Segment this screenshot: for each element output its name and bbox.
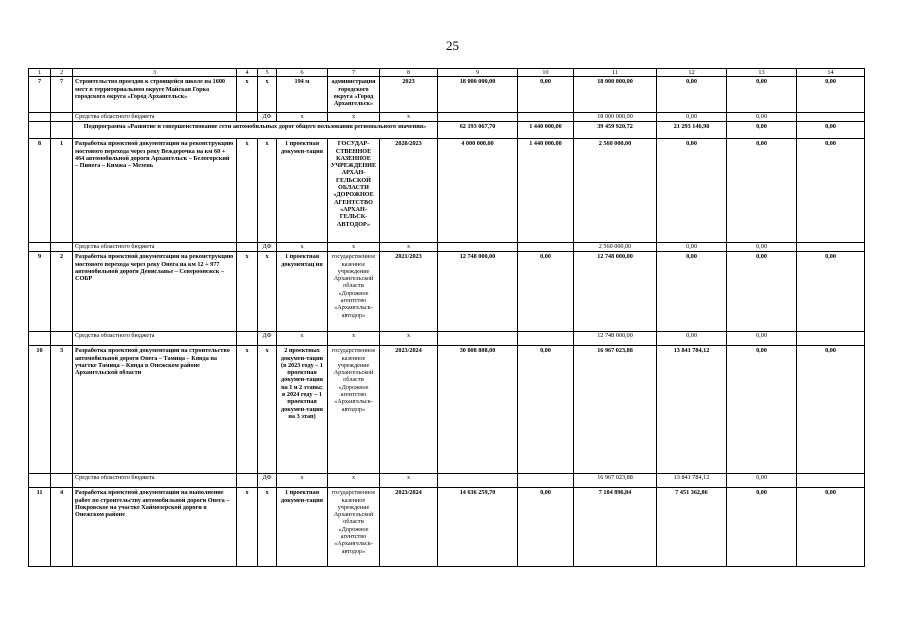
table-row [29,488,865,567]
col-num: 12 [657,69,727,77]
col-num: 4 [237,69,258,77]
cell [51,243,73,252]
table-row [29,332,865,346]
col-num: 5 [258,69,277,77]
cell [29,474,51,488]
table-row [29,77,865,113]
cell: х [380,113,438,122]
cell [51,122,73,139]
row-subnumber: 4 [51,488,73,567]
cell [518,113,574,122]
amount: 0,00 [727,122,797,139]
cell: х [328,332,380,346]
amount: 0,00 [727,113,797,122]
amount: 12 748 000,00 [574,332,657,346]
amount: 1 440 000,00 [518,122,574,139]
col-num: 9 [438,69,518,77]
amount: 0,00 [518,77,574,113]
subprogram-title: Подпрограмма «Развитие и совершенствование сети автомобильных дорог общего пользования регионального значения» [73,122,438,139]
amount: 14 636 259,70 [438,488,518,567]
executor: государственное казенное учреждение Архангельской области «Дорожное агентство «Архангельск-автодор» [328,252,380,332]
amount: 12 748 000,00 [438,252,518,332]
funding-source: Средства областного бюджета [73,243,237,252]
amount: 0,00 [518,346,574,474]
amount: 18 000 000,00 [574,77,657,113]
period: 2020/2023 [380,139,438,243]
cell: х [237,252,258,332]
row-number: 8 [29,139,51,243]
amount: 18 000 000,00 [574,113,657,122]
funding-source: Средства областного бюджета [73,474,237,488]
amount: 0,00 [657,139,727,243]
cell [797,332,865,346]
table-row [29,113,865,122]
amount: 0,00 [797,77,865,113]
amount: 7 184 896,84 [574,488,657,567]
amount: 62 193 067,70 [438,122,518,139]
amount: 12 748 000,00 [574,252,657,332]
amount: 0,00 [727,332,797,346]
cell: х [258,139,277,243]
col-num: 2 [51,69,73,77]
cell: 1 проектная докумен-тация [277,488,328,567]
amount: 39 459 920,72 [574,122,657,139]
amount: 0,00 [657,252,727,332]
amount: 0,00 [727,252,797,332]
col-num: 6 [277,69,328,77]
amount: 16 967 023,88 [574,346,657,474]
cell [438,113,518,122]
table-row [29,252,865,332]
col-num: 14 [797,69,865,77]
budget-table [28,68,865,567]
page-number: 25 [446,38,459,53]
row-number: 10 [29,346,51,474]
cell: ДФ [258,474,277,488]
amount: 0,00 [657,243,727,252]
cell: х [380,474,438,488]
amount: 0,00 [657,332,727,346]
period: 2023/2024 [380,346,438,474]
cell [797,243,865,252]
col-num: 8 [380,69,438,77]
table-row [29,243,865,252]
cell: х [328,113,380,122]
cell: 1 проектная докумен-тация [277,139,328,243]
amount: 2 560 000,00 [574,243,657,252]
column-number-row [29,69,865,77]
cell [29,332,51,346]
cell [51,113,73,122]
cell: х [277,243,328,252]
cell [438,243,518,252]
cell [237,474,258,488]
col-num: 1 [29,69,51,77]
period: 2021/2023 [380,252,438,332]
cell: х [237,77,258,113]
amount: 13 841 784,12 [657,474,727,488]
row-number: 9 [29,252,51,332]
cell [237,113,258,122]
amount: 0,00 [657,113,727,122]
amount: 1 440 000,00 [518,139,574,243]
cell [51,332,73,346]
cell: х [258,252,277,332]
cell [237,332,258,346]
row-subnumber: 7 [51,77,73,113]
cell: 194 м [277,77,328,113]
cell [438,332,518,346]
amount: 0,00 [727,139,797,243]
cell [518,243,574,252]
amount: 30 808 808,00 [438,346,518,474]
cell: х [328,474,380,488]
funding-source: Средства областного бюджета [73,332,237,346]
amount: 0,00 [657,77,727,113]
amount: 0,00 [727,243,797,252]
table-row [29,474,865,488]
amount: 0,00 [797,139,865,243]
amount: 7 451 362,86 [657,488,727,567]
amount: 0,00 [727,474,797,488]
row-number: 11 [29,488,51,567]
cell: х [380,332,438,346]
amount: 0,00 [797,252,865,332]
cell [51,474,73,488]
amount: 0,00 [518,488,574,567]
executor: ГОСУДАР-СТВЕННОЕ КАЗЕННОЕ УЧРЕЖДЕНИЕ АРХАН-ГЕЛЬСКОЙ ОБЛАСТИ «ДОРОЖНОЕ АГЕНТСТВО «АРХАН-ГЕЛЬСК-АВТОДОР» [328,139,380,243]
amount: 0,00 [797,346,865,474]
cell: х [258,346,277,474]
col-num: 7 [328,69,380,77]
col-num: 11 [574,69,657,77]
cell: х [258,488,277,567]
cell [438,474,518,488]
amount: 4 000 000,00 [438,139,518,243]
amount: 18 000 000,00 [438,77,518,113]
cell: х [237,139,258,243]
amount: 0,00 [727,488,797,567]
cell [797,113,865,122]
activity-name: Разработка проектной документации на реконструкцию мостового перехода через реку Онега на км 12 + 977 автомобильной дороги Дениславье – Североонежск – СОБР [73,252,237,332]
cell: х [277,332,328,346]
cell: 1 проектная документац ия [277,252,328,332]
cell: х [380,243,438,252]
amount: 0,00 [518,252,574,332]
cell [237,243,258,252]
cell [518,474,574,488]
cell [29,122,51,139]
cell: х [258,77,277,113]
executor: администрация городского округа «Город Архангельск» [328,77,380,113]
row-subnumber: 2 [51,252,73,332]
cell: 2 проектных докумен-тации (в 2023 году – 1 проектная докумен-тация на 1 и 2 этапы; в 2024 году – 1 проектная докумен-тация на 3 этап) [277,346,328,474]
cell: х [237,488,258,567]
cell: х [237,346,258,474]
col-num: 10 [518,69,574,77]
cell: х [328,243,380,252]
row-subnumber: 1 [51,139,73,243]
cell [29,113,51,122]
subprogram-row [29,122,865,139]
executor: государственное казенное учреждение Архангельской области «Дорожное агентство «Архангельск-автодор» [328,346,380,474]
amount: 0,00 [797,122,865,139]
amount: 16 967 023,88 [574,474,657,488]
row-subnumber: 3 [51,346,73,474]
activity-name: Строительство проездов к строящейся школе на 1600 мест в территориальном округе Майская Горка городского округа «Город Архангельск» [73,77,237,113]
funding-source: Средства областного бюджета [73,113,237,122]
activity-name: Разработка проектной документации на выполнение работ по строительству автомобильной дороги Онега – Покровское на участке Хаймозерской дороги в Онежском районе [73,488,237,567]
activity-name: Разработка проектной документации на строительство автомобильной дороги Онега – Тамица – Кянда на участке Тамица – Кянда в Онежском районе Архангельской области [73,346,237,474]
amount: 21 293 146,98 [657,122,727,139]
executor: государственное казенное учреждение Архангельской области «Дорожное агентство «Архангельск-автодор» [328,488,380,567]
col-num: 3 [73,69,237,77]
cell: х [277,474,328,488]
table-row [29,139,865,243]
cell [518,332,574,346]
cell: х [277,113,328,122]
amount: 0,00 [797,488,865,567]
table-row [29,346,865,474]
amount: 13 841 784,12 [657,346,727,474]
amount: 0,00 [727,346,797,474]
cell: ДФ [258,243,277,252]
amount: 2 560 000,00 [574,139,657,243]
period: 2023 [380,77,438,113]
amount: 0,00 [727,77,797,113]
cell: ДФ [258,113,277,122]
cell [797,474,865,488]
col-num: 13 [727,69,797,77]
row-number: 7 [29,77,51,113]
cell [29,243,51,252]
period: 2023/2024 [380,488,438,567]
cell: ДФ [258,332,277,346]
activity-name: Разработка проектной документации на реконструкцию мостового перехода через реку Веждерочка на км 60 + 464 автомобильной дороги Архангельск – Белогорский – Пинега – Кимжа – Мезень [73,139,237,243]
